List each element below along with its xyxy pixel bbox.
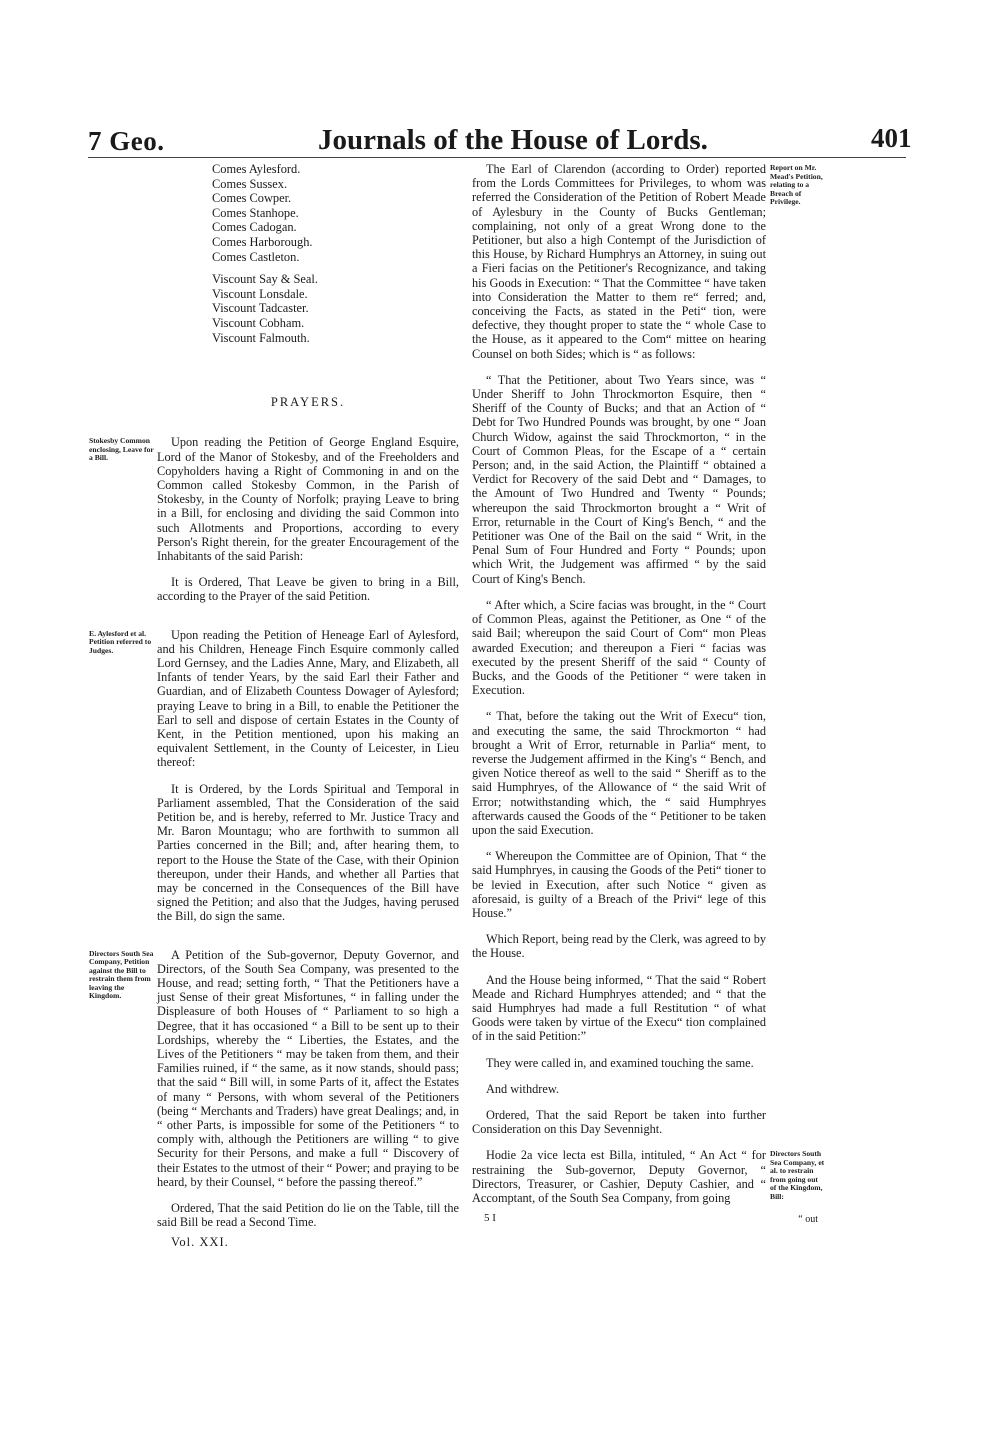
peer-name: Comes Cowper. bbox=[212, 191, 292, 206]
report-block bbox=[472, 162, 823, 361]
petition-paragraph: Upon reading the Petition of Heneage Earl of Aylesford, and his Children, Heneage Finch Esquire commonly called Lord Gernsey, and the Ladies Anne, Mary, and Elizabeth, all Infants of tender Years, by the said Earl their Father and Guardian, and of Elizabeth Countess Dowager of Aylesford; praying Leave to bring in a Bill, to enable the Petitioner the Earl to sell and dispose of certain Estates in the County of Kent, in the Petition mentioned, upon his making an equivalent Settlement, in the County of Leicester, in Lieu thereof: bbox=[157, 627, 459, 770]
signature-mark: 5 I bbox=[484, 1212, 496, 1225]
peer-name: Viscount Cobham. bbox=[212, 315, 305, 330]
peer-name: Comes Stanhope. bbox=[212, 205, 299, 220]
peer-name: Comes Aylesford. bbox=[212, 162, 301, 176]
running-head-reign: 7 Geo. bbox=[88, 126, 165, 156]
entry-aylesford bbox=[89, 627, 459, 924]
report-paragraph: “ Whereupon the Committee are of Opinion, That “ the said Humphryes, in causing the Goods of the Peti“ tioner to be levied in Execution, after such Notice “ given as aforesaid, is guilty of a Breach of the Privi“ lege of this House.” bbox=[472, 849, 766, 920]
report-paragraph: “ That, before the taking out the Writ of Execu“ tion, and executing the same, the said Throckmorton “ had brought a Writ of Error, returnable in Parlia“ ment, to reverse the Judgement affirmed in the King's “ Bench, and given Notice thereof as well to the said “ Sheriff as to the said Humphryes, of the Allowance of “ the said Writ of Error; notwithstanding which, the “ said Humphryes afterwards caused the Goods of the “ Petitioner to be taken upon the said Execution. bbox=[472, 709, 766, 837]
peer-name: Viscount Tadcaster. bbox=[212, 301, 309, 316]
petition-paragraph: A Petition of the Sub-governor, Deputy Governor, and Directors, of the South Sea Company, was presented to the House, and read; setting forth, “ That the Petitioners have a just Sense of their great Misfortunes, “ in falling under the Displeasure of both Houses of “ Parliament to so high a Degree, that it has occasioned “ a Bill to be sent up to their Lordships, whereby the “ Liberties, the Estates, and the Lives of the Petitioners “ may be taken from them, and their Families ruined, if “ the same, as it now stands, should pass; that the said “ Bill will, in some Parts of it, affect the Estates of many “ Persons, with whom several of the Petitioners (being “ Merchants and Traders) have great Dealings; and, in “ other Parts, is impossible for some of the Petitioners “ to comply with, although the Petitioners are willing “ to give Security for their Persons, and make a full “ Discovery of their Estates to the utmost of their “ Power; and praying to be heard, by their Counsel, “ before the passing thereof.” bbox=[157, 947, 459, 1189]
header-rule bbox=[88, 157, 906, 158]
order-paragraph: It is Ordered, That Leave be given to bring in a Bill, according to the Prayer of the said Petition. bbox=[157, 575, 459, 604]
margin-note: E. Aylesford et al. Petition referred to Judges. bbox=[89, 628, 152, 655]
margin-note: Report on Mr. Mead's Petition, relating to a Breach of Privilege. bbox=[770, 163, 823, 206]
peer-name: Viscount Falmouth. bbox=[212, 330, 310, 345]
order-paragraph: It is Ordered, by the Lords Spiritual and Temporal in Parliament assembled, That the Consideration of the said Petition be, and is hereby, referred to Mr. Justice Tracy and Mr. Baron Mountagu; who are forthwith to summon all Parties concerned in the Bill; and, after hearing them, to report to the House the State of the Case, with their Opinion thereupon, under their Hands, and whether all Parties that may be concerned in the Consequences of the Bill have signed the Petition; and also that the Judges, having perused the Bill, do sign the same. bbox=[157, 781, 459, 924]
bill-paragraph: Hodie 2a vice lecta est Billa, intituled, “ An Act “ for restraining the Sub-governor, Deputy Governor, “ Directors, Treasurer, or Cashier, Deputy Cashier, and “ Accomptant, of the South Sea Company, from going bbox=[472, 1148, 766, 1205]
report-paragraph: Ordered, That the said Report be taken into further Consideration on this Day Sevennight. bbox=[472, 1107, 766, 1137]
peer-list bbox=[212, 162, 459, 345]
report-paragraph: And withdrew. bbox=[486, 1081, 559, 1096]
catchword: “ out bbox=[798, 1214, 818, 1226]
left-column bbox=[89, 162, 459, 1250]
running-head-title: Journals of the House of Lords. bbox=[318, 124, 708, 156]
peer-name: Comes Cadogan. bbox=[212, 220, 297, 235]
bill-block bbox=[472, 1148, 825, 1226]
margin-note: Directors South Sea Company, Petition against the Bill to restrain them from leaving the Kingdom. bbox=[89, 948, 154, 1001]
report-paragraph: The Earl of Clarendon (according to Order) reported from the Lords Committees for Privileges, to whom was referred the Consideration of the Petition of Robert Meade of Aylesbury in the County of Bucks Gentleman; complaining, not only of a great Wrong done to the Petitioner, but also a high Contempt of the Jurisdiction of this House, by Richard Humphrys an Attorney, in suing out a Fieri facias on the Petitioner's Recognizance, and taking his Goods in Execution: “ That the Committee “ have taken into Consideration the Matter to them re“ ferred; and, conceiving the Facts, as stated in the Peti“ tion, were defective, they thought proper to state the “ whole Case to the House, as it appeared to the Com“ mittee on hearing Counsel on both Sides; which is “ as follows: bbox=[472, 162, 766, 361]
report-paragraph: “ After which, a Scire facias was brought, in the “ Court of Common Pleas, against the Petitioner, as One “ of the said Bail; whereupon the said Court of Com“ mon Pleas awarded Execution; and thereupon a Fieri “ facias was executed by the present Sheriff of the said “ County of Bucks, and the Goods of the Petitioner “ were taken in Execution. bbox=[472, 597, 766, 698]
report-paragraph: “ That the Petitioner, about Two Years since, was “ Under Sheriff to John Throckmorton Esquire, then “ Sheriff of the County of Bucks; and that an Action of “ Debt for Two Hundred Pounds was brought, by one “ Joan Church Widow, against the said Throckmorton, “ in the Court of Common Pleas, for the Escape of a “ certain Person; and, in the said Action, the Plaintiff “ obtained a Verdict for Recovery of the said Debt and “ Damages, to the Amount of Two Hundred and Twenty “ Pounds; whereupon the said Throckmorton brought a “ Writ of Error, returnable in the Court of King's Bench, “ and the Petitioner was One of the Bail on the said “ Writ, in the Penal Sum of Four Hundred and Forty “ Pounds; upon which Writ, the Judgement was affirmed “ by the said Court of King's Bench. bbox=[472, 372, 766, 586]
margin-note: Directors South Sea Company, et al. to restrain from going out of the Kingdom, Bill: bbox=[770, 1149, 825, 1201]
petition-paragraph: Upon reading the Petition of George England Esquire, Lord of the Manor of Stokesby, and of the Freeholders and Copyholders having a Right of Commoning in and on the Common called Stokesby Common, in the Parish of Stokesby, in the County of Norfolk; praying Leave to bring in a Bill, for enclosing and dividing the said Common into such Allotments and Proportions, according to every Person's Right therein, for the greater Encouragement of the Inhabitants of the said Parish: bbox=[157, 435, 459, 563]
report-paragraph: And the House being informed, “ That the said “ Robert Meade and Richard Humphryes attended; and “ that the said Humphryes had made a full Restitution “ of what Goods were taken by virtue of the Execu“ tion complained of in the said Petition:” bbox=[472, 972, 766, 1044]
entry-south-sea bbox=[89, 947, 459, 1230]
entry-stokesby bbox=[89, 435, 459, 604]
peer-name: Viscount Say & Seal. bbox=[212, 272, 318, 287]
section-heading: PRAYERS. bbox=[270, 395, 346, 410]
report-paragraph: Which Report, being read by the Clerk, was agreed to by the House. bbox=[472, 932, 767, 961]
margin-note: Stokesby Common enclosing, Leave for a Bill. bbox=[89, 436, 154, 463]
peer-name: Comes Sussex. bbox=[212, 176, 288, 191]
volume-label: Vol. XXI. bbox=[171, 1235, 229, 1250]
peer-name: Comes Castleton. bbox=[212, 249, 300, 264]
page-number: 401 bbox=[871, 123, 912, 153]
peer-name: Viscount Lonsdale. bbox=[212, 286, 308, 301]
order-paragraph: Ordered, That the said Petition do lie on the Table, till the said Bill be read a Second Time. bbox=[157, 1201, 459, 1230]
peer-name: Comes Harborough. bbox=[212, 234, 313, 249]
right-column bbox=[472, 162, 825, 1226]
report-paragraph: They were called in, and examined touching the same. bbox=[486, 1055, 754, 1070]
